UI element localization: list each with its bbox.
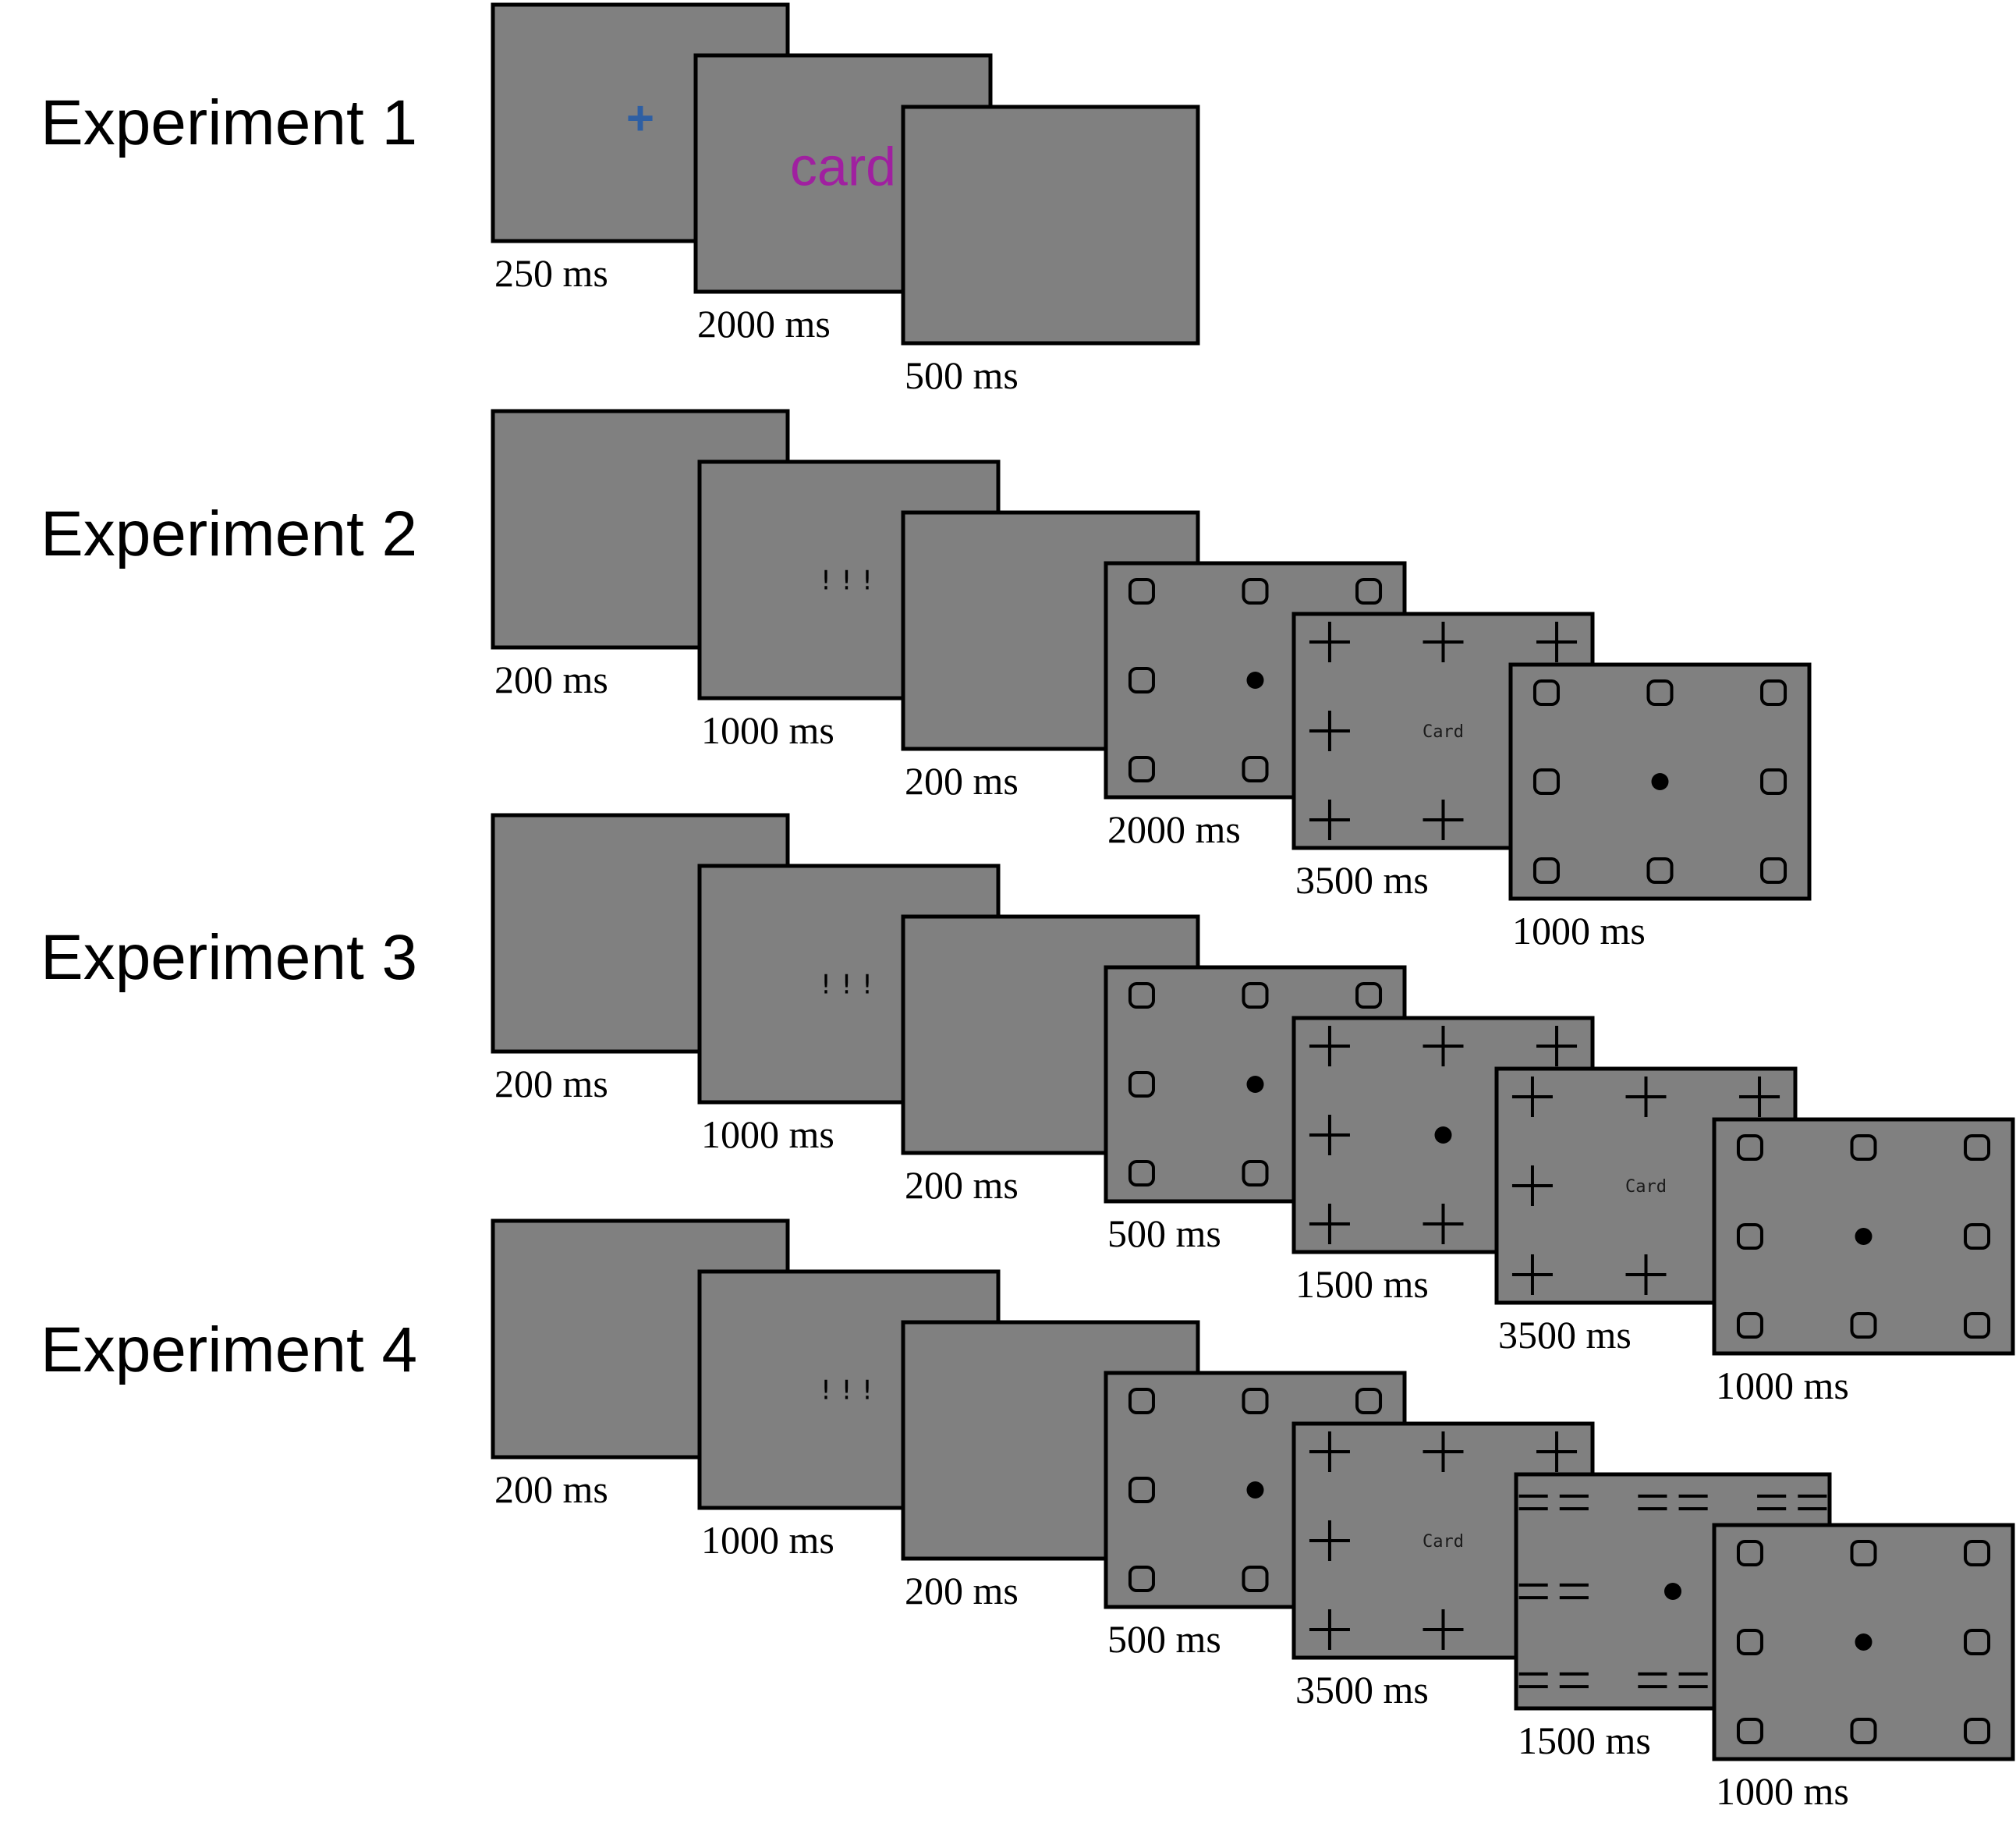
frame-duration: 500 ms	[1107, 1617, 1221, 1661]
frame-duration: 200 ms	[905, 1569, 1019, 1612]
center-dot-icon	[1652, 773, 1669, 790]
alert-signal: !!!	[817, 1374, 880, 1406]
target-word: Card	[1625, 1177, 1667, 1197]
screen-frame-placeholders-dot	[1714, 1525, 2013, 1759]
frame-duration: 3500 ms	[1295, 1668, 1429, 1711]
frame-duration: 1000 ms	[701, 1518, 834, 1562]
frame-duration: 1000 ms	[1716, 1769, 1849, 1813]
center-dot-icon	[1664, 1583, 1681, 1600]
frame-duration: 500 ms	[1107, 1211, 1221, 1255]
frame-duration: 200 ms	[494, 658, 608, 701]
frame-duration: 1000 ms	[1512, 909, 1646, 952]
alert-signal: !!!	[817, 969, 880, 1001]
center-dot-icon	[1855, 1228, 1873, 1245]
frame-duration: 1000 ms	[701, 708, 834, 752]
screen-frame-placeholders-dot	[1714, 1119, 2013, 1353]
frame-duration: 500 ms	[905, 353, 1019, 397]
frame-duration: 2000 ms	[697, 302, 831, 346]
center-dot-icon	[1247, 1481, 1264, 1499]
frame-duration: 1000 ms	[701, 1112, 834, 1156]
frame-duration: 250 ms	[494, 251, 608, 295]
frame-duration: 1500 ms	[1518, 1719, 1651, 1762]
center-dot-icon	[1855, 1633, 1873, 1651]
frame-duration: 200 ms	[905, 1163, 1019, 1207]
screen-frame-placeholders-dot	[1511, 665, 1809, 899]
target-word: Card	[1423, 1532, 1464, 1552]
frame-duration: 1500 ms	[1295, 1262, 1429, 1306]
screen-frame-blank	[903, 107, 1198, 343]
frame-duration: 3500 ms	[1498, 1313, 1632, 1357]
experiment-label: Experiment 3	[41, 922, 418, 993]
experiment-label: Experiment 4	[41, 1314, 418, 1385]
screen-background	[903, 107, 1198, 343]
frame-duration: 200 ms	[494, 1467, 608, 1511]
target-word: Card	[1423, 722, 1464, 742]
experiment-label: Experiment 1	[41, 87, 418, 158]
experiment-row-1	[41, 5, 1198, 397]
experiment-label: Experiment 2	[41, 498, 418, 569]
fixation-cross: +	[625, 91, 655, 146]
center-dot-icon	[1435, 1126, 1452, 1144]
center-dot-icon	[1247, 672, 1264, 689]
frame-duration: 1000 ms	[1716, 1364, 1849, 1407]
frame-duration: 200 ms	[494, 1062, 608, 1105]
stimulus-word: card	[789, 136, 897, 197]
frame-duration: 3500 ms	[1295, 858, 1429, 902]
frame-duration: 200 ms	[905, 759, 1019, 803]
alert-signal: !!!	[817, 565, 880, 597]
center-dot-icon	[1247, 1076, 1264, 1093]
frame-duration: 2000 ms	[1107, 807, 1241, 851]
